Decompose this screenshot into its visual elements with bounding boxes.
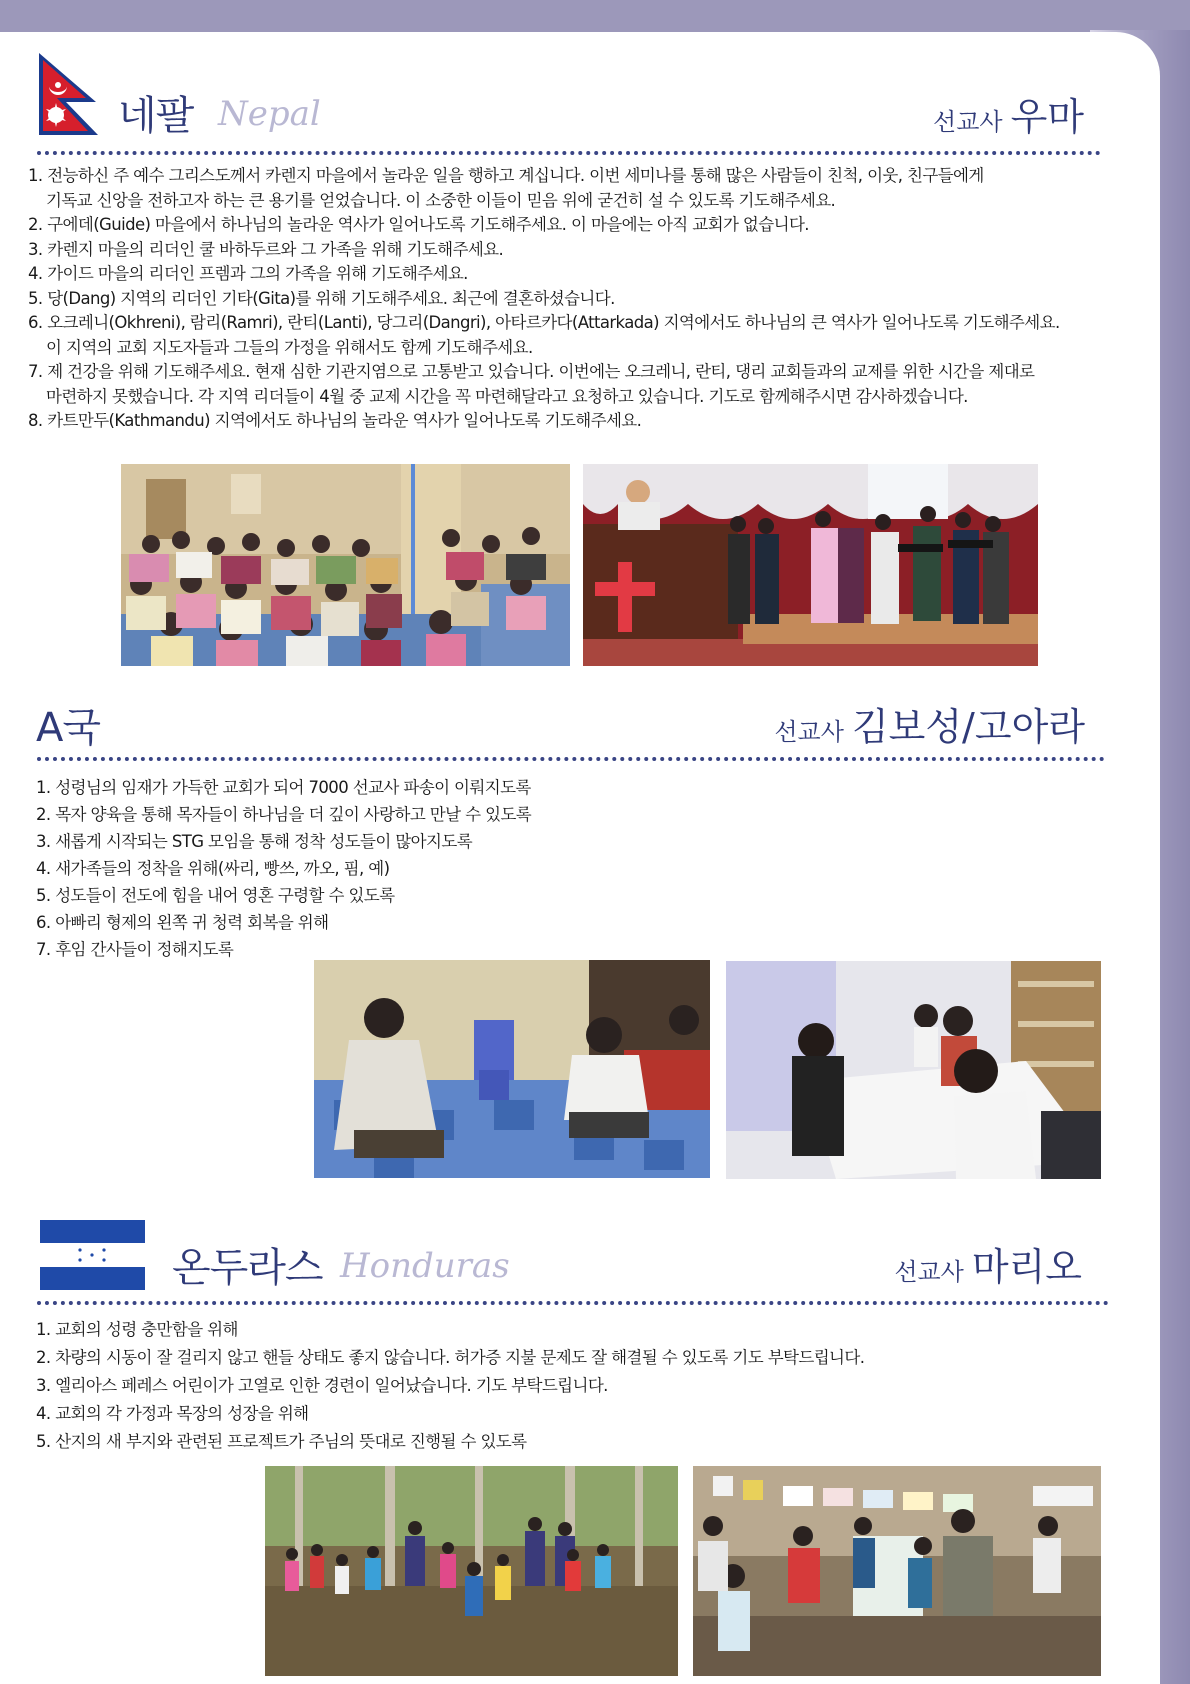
list-item: 6. 오크레니(Okhreni), 람리(Ramri), 란티(Lanti), 당그리(Dangri), 아타르카다(Attarkada) 지역에서도 하나님의 큰 역사가 일어나도록 기도해주세요. xyxy=(28,313,1060,332)
country-a-prayer-list xyxy=(36,774,531,963)
nepal-country-name: 네팔 xyxy=(118,93,194,139)
country-a-name: A국 xyxy=(36,705,101,751)
list-item: 5. 성도들이 전도에 힘을 내어 영혼 구령할 수 있도록 xyxy=(36,886,395,905)
nepal-flag-icon xyxy=(36,50,104,138)
country-a-table-photo xyxy=(726,961,1101,1179)
nepal-congregation-photo xyxy=(121,464,570,666)
honduras-prayer-list xyxy=(36,1316,864,1456)
list-item: 1. 전능하신 주 예수 그리스도께서 카렌지 마을에서 놀라운 일을 행하고 계십니다. 이번 세미나를 통해 많은 사람들이 친척, 이웃, 친구들에게 xyxy=(28,166,984,185)
honduras-missionary xyxy=(894,1236,1082,1291)
list-item: 7. 제 건강을 위해 기도해주세요. 현재 심한 기관지염으로 고통받고 있습니다. 이번에는 오크레니, 란티, 댕리 교회들과의 교제를 위한 시간을 제대로 xyxy=(28,362,1035,381)
honduras-flag-icon xyxy=(40,1220,145,1290)
country-a-missionary xyxy=(774,696,1085,751)
list-item: 2. 목자 양육을 통해 목자들이 하나님을 더 깊이 사랑하고 만날 수 있도록 xyxy=(36,805,532,824)
list-item: 1. 성령님의 임재가 가득한 교회가 되어 7000 선교사 파송이 이뤄지도록 xyxy=(36,778,531,797)
list-item: 마련하지 못했습니다. 각 지역 리더들이 4월 중 교제 시간을 꼭 마련해달라고 요청하고 있습니다. 기도로 함께해주시면 감사하겠습니다. xyxy=(46,386,968,406)
honduras-country-name: 온두라스 xyxy=(172,1245,323,1291)
section-divider xyxy=(37,151,1101,155)
list-item: 3. 카렌지 마을의 리더인 쿨 바하두르와 그 가족을 위해 기도해주세요. xyxy=(28,239,504,259)
list-item: 4. 새가족들의 정착을 위해(싸리, 빵쓰, 까오, 핌, 예) xyxy=(36,859,390,878)
missionary-label: 선교사 xyxy=(894,1258,964,1286)
list-item: 2. 차량의 시동이 잘 걸리지 않고 핸들 상태도 좋지 않습니다. 허가증 지불 문제도 잘 해결될 수 있도록 기도 부탁드립니다. xyxy=(36,1348,865,1367)
list-item: 기독교 신앙을 전하고자 하는 큰 용기를 얻었습니다. 이 소중한 이들이 믿음 위에 굳건히 설 수 있도록 기도해주세요. xyxy=(46,190,836,210)
honduras-outdoor-photo xyxy=(265,1466,678,1676)
list-item: 3. 엘리아스 페레스 어린이가 고열로 인한 경련이 일어났습니다. 기도 부탁드립니다. xyxy=(36,1376,608,1395)
nepal-english-name: Nepal xyxy=(218,94,321,134)
missionary-name: 마리오 xyxy=(971,1245,1082,1289)
missionary-name: 우마 xyxy=(1010,95,1084,139)
missionary-name: 김보성/고아라 xyxy=(851,705,1085,749)
list-item: 4. 교회의 각 가정과 목장의 성장을 위해 xyxy=(36,1404,309,1423)
list-item: 이 지역의 교회 지도자들과 그들의 가정을 위해서도 함께 기도해주세요. xyxy=(46,337,533,357)
list-item: 7. 후임 간사들이 정해지도록 xyxy=(36,940,234,959)
section-divider xyxy=(37,1301,1109,1305)
list-item: 8. 카트만두(Kathmandu) 지역에서도 하나님의 놀라운 역사가 일어나도록 기도해주세요. xyxy=(28,411,642,430)
list-item: 2. 구에데(Guide) 마을에서 하나님의 놀라운 역사가 일어나도록 기도해주세요. 이 마을에는 아직 교회가 없습니다. xyxy=(28,215,809,234)
honduras-english-name: Honduras xyxy=(340,1246,510,1286)
list-item: 5. 당(Dang) 지역의 리더인 기타(Gita)를 위해 기도해주세요. 최근에 결혼하셨습니다. xyxy=(28,288,615,308)
nepal-prayer-list xyxy=(28,164,1060,434)
nepal-missionary xyxy=(933,86,1084,141)
nepal-worship-photo xyxy=(583,464,1038,666)
honduras-classroom-photo xyxy=(693,1466,1101,1676)
country-a-sitting-photo xyxy=(314,960,710,1178)
missionary-label: 선교사 xyxy=(774,718,844,746)
list-item: 3. 새롭게 시작되는 STG 모임을 통해 정착 성도들이 많아지도록 xyxy=(36,832,473,851)
list-item: 4. 가이드 마을의 리더인 프렘과 그의 가족을 위해 기도해주세요. xyxy=(28,264,468,283)
list-item: 6. 아빠리 형제의 왼쪽 귀 청력 회복을 위해 xyxy=(36,913,329,932)
section-divider xyxy=(37,757,1105,761)
list-item: 1. 교회의 성령 충만함을 위해 xyxy=(36,1320,238,1339)
missionary-label: 선교사 xyxy=(933,108,1003,136)
list-item: 5. 산지의 새 부지와 관련된 프로젝트가 주님의 뜻대로 진행될 수 있도록 xyxy=(36,1432,527,1451)
